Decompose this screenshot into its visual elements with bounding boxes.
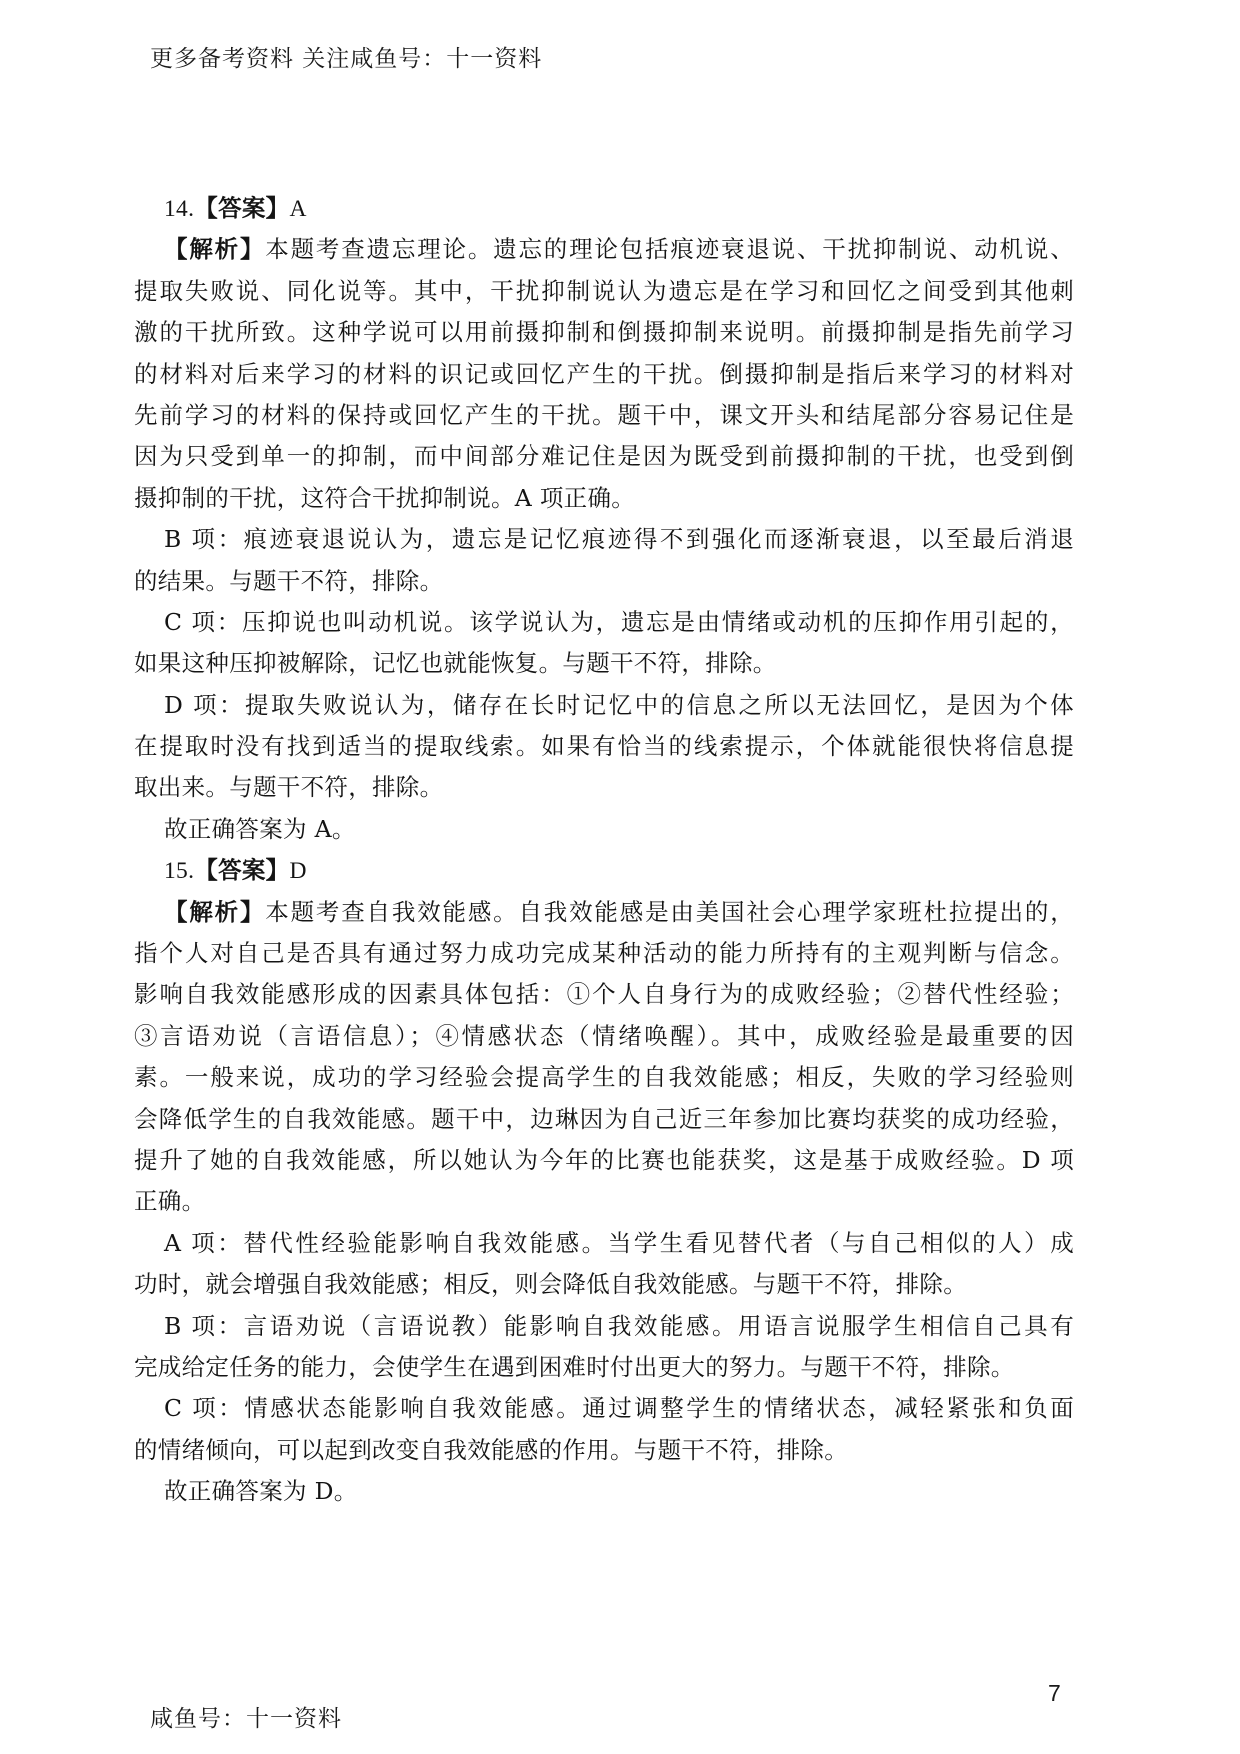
option-d-explanation: D 项：提取失败说认为，储存在长时记忆中的信息之所以无法回忆，是因为个体 <box>164 690 1074 719</box>
analysis-line <box>134 892 1074 933</box>
question-14 <box>134 188 1074 850</box>
answer-tag: 【答案】 <box>194 856 290 885</box>
paragraph-line: 激的干扰所致。这种学说可以用前摄抑制和倒摄抑制来说明。前摄抑制是指先前学习 <box>134 318 1074 347</box>
paragraph-line: 如果这种压抑被解除，记忆也就能恢复。与题干不符，排除。 <box>134 649 777 678</box>
paragraph-line: 的结果。与题干不符，排除。 <box>134 566 444 595</box>
paragraph-line: 素。一般来说，成功的学习经验会提高学生的自我效能感；相反，失败的学习经验则 <box>134 1063 1074 1092</box>
paragraph-line: 摄抑制的干扰，这符合干扰抑制说。A 项正确。 <box>134 483 636 512</box>
question-number: 15. <box>164 858 195 885</box>
paragraph-line: 提取失败说、同化说等。其中，干扰抑制说认为遗忘是在学习和回忆之间受到其他刺 <box>134 276 1074 305</box>
option-a-explanation: A 项：替代性经验能影响自我效能感。当学生看见替代者（与自己相似的人）成 <box>164 1228 1074 1257</box>
footer-watermark-note: 咸鱼号：十一资料 <box>150 1706 342 1732</box>
analysis-line <box>134 229 1074 270</box>
paragraph-line: 的情绪倾向，可以起到改变自我效能感的作用。与题干不符，排除。 <box>134 1435 848 1464</box>
paragraph-line: 在提取时没有找到适当的提取线索。如果有恰当的线索提示，个体就能很快将信息提 <box>134 732 1074 761</box>
paragraph-line: 因为只受到单一的抑制，而中间部分难记住是因为既受到前摄抑制的干扰，也受到倒 <box>134 442 1074 471</box>
analysis-text: 本题考查自我效能感。自我效能感是由美国社会心理学家班杜拉提出的， <box>265 897 1074 926</box>
final-answer-line: 故正确答案为 A。 <box>164 814 356 843</box>
paragraph-line: 功时，就会增强自我效能感；相反，则会降低自我效能感。与题干不符，排除。 <box>134 1270 967 1299</box>
final-answer-line: 故正确答案为 D。 <box>164 1477 358 1506</box>
option-c-explanation: C 项：情感状态能影响自我效能感。通过调整学生的情绪状态，减轻紧张和负面 <box>164 1394 1074 1423</box>
answer-line <box>134 188 1074 229</box>
paragraph-line: 正确。 <box>134 1187 206 1216</box>
analysis-tag: 【解析】 <box>164 235 266 264</box>
option-b-explanation: B 项：言语劝说（言语说教）能影响自我效能感。用语言说服学生相信自己具有 <box>164 1311 1074 1340</box>
answer-tag: 【答案】 <box>194 194 290 222</box>
paragraph-line: 提升了她的自我效能感，所以她认为今年的比赛也能获奖，这是基于成败经验。D 项 <box>134 1145 1074 1174</box>
paragraph-line: 完成给定任务的能力，会使学生在遇到困难时付出更大的努力。与题干不符，排除。 <box>134 1352 1015 1381</box>
paragraph-line: 会降低学生的自我效能感。题干中，边琳因为自己近三年参加比赛均获奖的成功经验， <box>134 1104 1074 1133</box>
paragraph-line: ③言语劝说（言语信息）；④情感状态（情绪唤醒）。其中，成败经验是最重要的因 <box>134 1021 1074 1050</box>
paragraph-line: 影响自我效能感形成的因素具体包括：①个人自身行为的成败经验；②替代性经验； <box>134 980 1074 1009</box>
answer-line <box>134 850 1074 891</box>
paragraph-line: 取出来。与题干不符，排除。 <box>134 773 444 802</box>
analysis-tag: 【解析】 <box>164 897 266 926</box>
document-body <box>134 188 1074 1513</box>
option-b-explanation: B 项：痕迹衰退说认为，遗忘是记忆痕迹得不到强化而逐渐衰退，以至最后消退 <box>164 525 1074 554</box>
question-number: 14. <box>164 196 195 222</box>
paragraph-line: 的材料对后来学习的材料的识记或回忆产生的干扰。倒摄抑制是指后来学习的材料对 <box>134 359 1074 388</box>
analysis-text: 本题考查遗忘理论。遗忘的理论包括痕迹衰退说、干扰抑制说、动机说、 <box>265 235 1074 264</box>
page-number: 7 <box>1048 1680 1061 1706</box>
answer-value: A <box>289 196 307 222</box>
header-watermark-note: 更多备考资料 关注咸鱼号：十一资料 <box>150 46 543 72</box>
paragraph-line: 先前学习的材料的保持或回忆产生的干扰。题干中，课文开头和结尾部分容易记住是 <box>134 400 1074 429</box>
answer-value: D <box>289 858 307 885</box>
question-15 <box>134 850 1074 1512</box>
option-c-explanation: C 项：压抑说也叫动机说。该学说认为，遗忘是由情绪或动机的压抑作用引起的， <box>164 607 1074 636</box>
paragraph-line: 指个人对自己是否具有通过努力成功完成某种活动的能力所持有的主观判断与信念。 <box>134 939 1074 968</box>
